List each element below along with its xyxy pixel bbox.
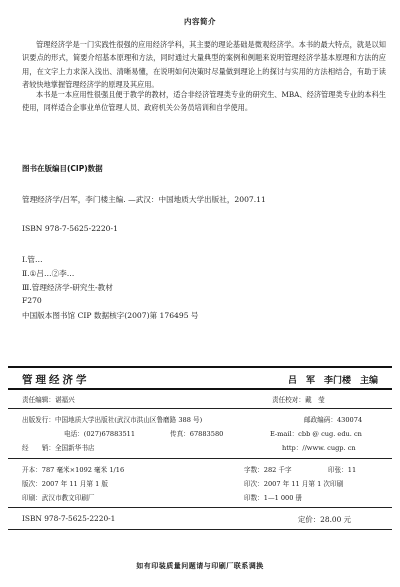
cip-title: 图书在版编目(CIP)数据 [22,164,103,173]
cip-subject-3: Ⅲ.管理经济学-研究生-教材 [22,283,113,292]
printer-line: 印刷：武汉市教文印刷厂 [22,494,95,502]
cip-library-record: 中国版本图书馆 CIP 数据核字(2007)第 176495 号 [22,311,199,320]
sheets-line: 印张：11 [328,466,357,474]
print-rule [8,507,392,508]
content-summary-title: 内容简介 [184,17,216,26]
colophon-top-rule [8,366,392,368]
word-count-line: 字数：282 千字 [244,466,292,474]
postcode-line: 邮政编码：430074 [304,416,363,424]
quality-notice: 如有印装质量问题请与印刷厂联系调换 [136,561,264,570]
cip-record: 管理经济学/吕军，李门楼主编. —武汉：中国地质大学出版社，2007.11 [22,195,266,204]
phone-line: 电话：(027)67883511 [64,430,136,438]
price-line: 定价：28.00 元 [298,515,352,524]
printing-line: 印次：2007 年 11 月第 1 次印刷 [244,480,344,488]
editor-rule [8,408,392,409]
responsible-editor: 责任编辑：谌福兴 [22,396,75,404]
responsible-proofreader: 责任校对：戴 莹 [272,396,325,404]
edition-line: 版次：2007 年 11 月第 1 版 [22,480,109,488]
website-line: http：//www. cugp. cn [282,444,356,452]
cip-class-number: F270 [22,296,42,305]
email-line: E-mail：cbb @ cug. edu. cn [270,430,362,438]
summary-paragraph-1: 管理经济学是一门实践性很强的应用经济学科，其主要的理论基础是微观经济学。本书的最大特点，就是以知识要点的形式，简要介绍基本原理和方法，同时通过大量典型的案例和例题来说明管理经济学基本原理和方法的应用，在文字上力求深入浅出、清晰易懂，在说明如何决策时尽量做到理论上的探讨与实用的方法相结合，有助于读者较快地掌握管理经济学的原理及其应用。 [22,40,386,90]
cip-subject-2: Ⅱ.①吕…②李… [22,269,75,278]
cip-subject-1: Ⅰ.管… [22,255,43,264]
colophon-isbn: ISBN 978-7-5625-2220-1 [22,514,116,523]
format-line: 开本：787 毫米×1092 毫米 1/16 [22,466,125,474]
fax-line: 传真：67883580 [170,430,224,438]
print-run-line: 印数：1—1 000 册 [244,494,303,502]
summary-paragraph-2: 本书是一本应用性很强且便于教学的教材，适合非经济管理类专业的研究生、MBA、经济管理类专业的本科生使用，同样适合企事业单位管理人员、政府机关公务员培训和自学使用。 [22,90,386,113]
book-authors: 吕 军 李门楼 主编 [287,376,378,386]
title-rule [8,388,392,390]
book-title: 管理经济学 [22,374,90,386]
distributor-line: 经 销：全国新华书店 [22,444,95,452]
publisher-line: 出版发行：中国地质大学出版社(武汉市洪山区鲁磨路 388 号) [22,416,203,424]
publisher-rule [8,458,392,459]
cip-isbn: ISBN 978-7-5625-2220-1 [22,224,118,233]
isbn-rule [8,529,392,530]
